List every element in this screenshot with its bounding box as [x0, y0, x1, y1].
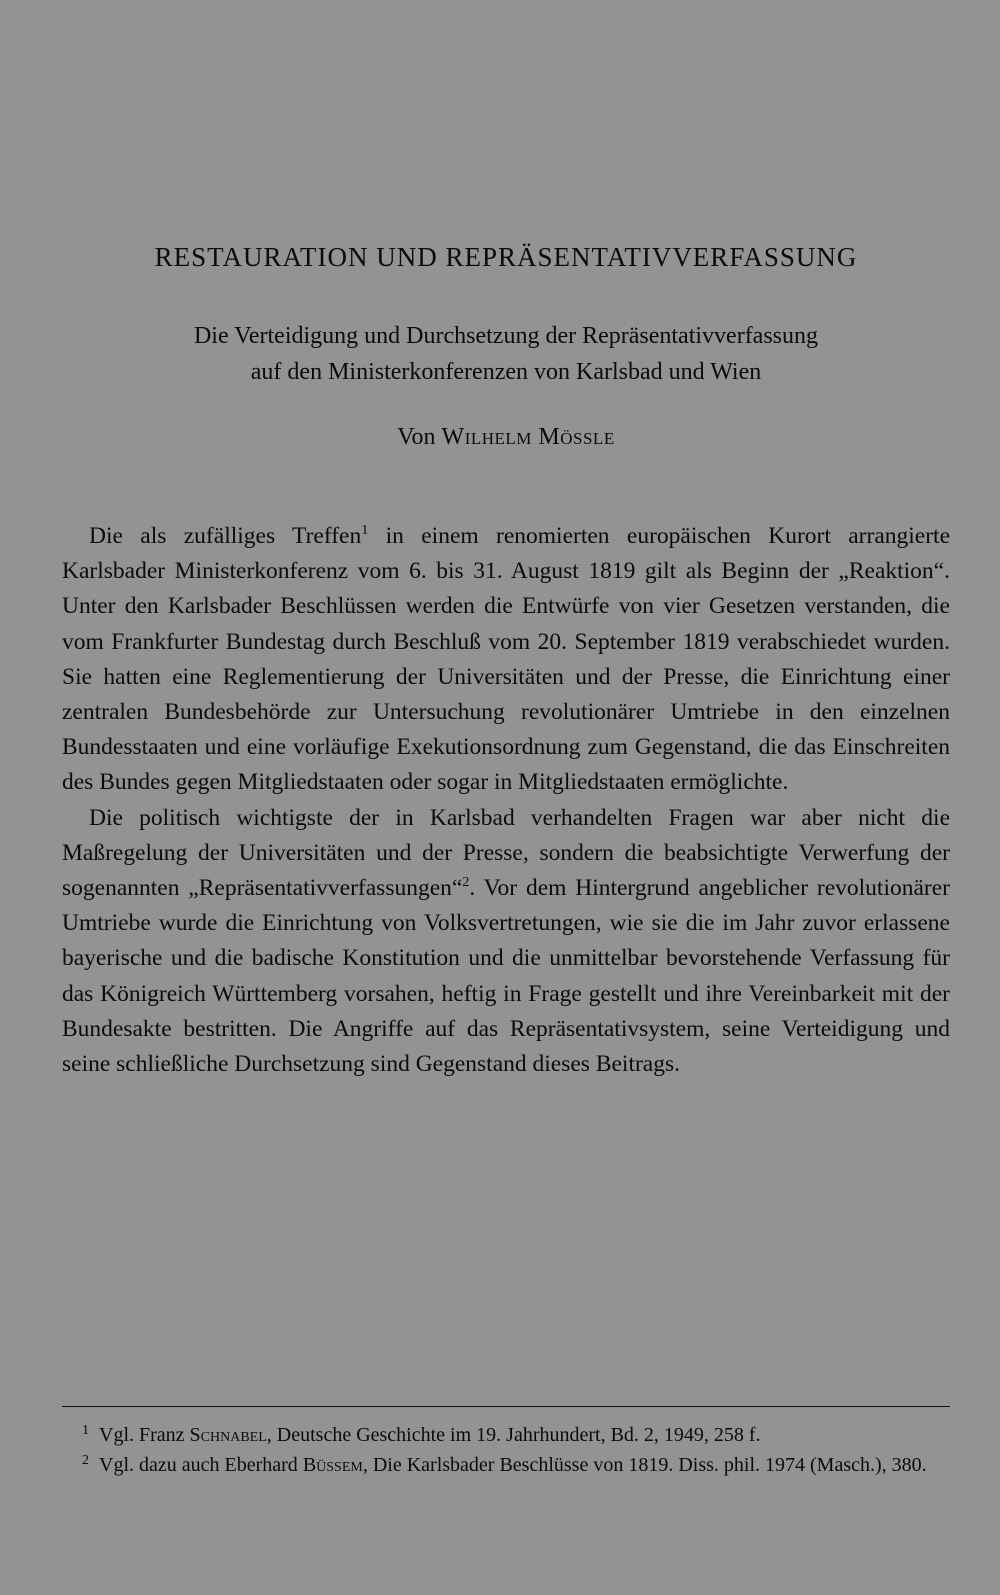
footnote-1 — [62, 1420, 950, 1450]
author-prefix: Von — [397, 424, 442, 450]
author-line — [62, 424, 950, 451]
footnote-1-pre: Vgl. Franz — [99, 1424, 190, 1446]
footnote-ref-1[interactable]: 1 — [361, 523, 369, 538]
subtitle-line-2: auf den Ministerkonferenzen von Karlsbad und Wien — [250, 359, 762, 385]
author-name: Wilhelm Mössle — [441, 424, 615, 450]
footnotes — [62, 1420, 950, 1480]
article-subtitle — [62, 318, 950, 390]
footnote-1-author: Schnabel — [189, 1424, 267, 1446]
paragraph-2-text-a: Die politisch wichtigste der in Karlsbad verhandelten Fragen war aber nicht die Maßregelung der Universitäten und der Presse, sondern die beabsichtigte Verwerfung der sogenannten „Repräsentativverfassungen“ — [62, 804, 950, 902]
footnote-2 — [62, 1450, 950, 1480]
paragraph-1-text-a: Die als zufälliges Treffen — [89, 523, 362, 549]
subtitle-line-1: Die Verteidigung und Durchsetzung der Repräsentativverfassung — [193, 323, 819, 349]
footnote-divider — [62, 1406, 950, 1407]
footnote-2-pre: Vgl. dazu auch Eberhard — [99, 1454, 303, 1476]
paragraph-1-text-b: in einem renomierten europäischen Kurort arrangierte Karlsbader Ministerkonferenz vom 6. bis 31. August 1819 gilt als Beginn der „Reaktion“. Unter den Karlsbader Beschlüssen werden die Entwürfe von vier Gesetzen verstanden, die vom Frankfurter Bundestag durch Beschluß vom 20. September 1819 verabschiedet wurden. Sie hatten eine Reglementierung der Universitäten und der Presse, die Einrichtung einer zentralen Bundesbehörde zur Untersuchung revolutionärer Umtriebe in den einzelnen Bundesstaaten und eine vorläufige Exekutionsordnung zum Gegenstand, die das Einschreiten des Bundes gegen Mitgliedstaaten oder sogar in Mitgliedstaaten ermöglichte. — [62, 523, 950, 796]
footnote-ref-2[interactable]: 2 — [462, 875, 470, 891]
paragraph-2 — [62, 801, 950, 1083]
article-body — [62, 519, 950, 1082]
footnote-1-post: , Deutsche Geschichte im 19. Jahrhundert, Bd. 2, 1949, 258 f. — [266, 1424, 761, 1446]
footnote-1-mark: 1 — [82, 1423, 89, 1438]
footnote-2-post: , Die Karlsbader Beschlüsse von 1819. Diss. phil. 1974 (Masch.), 380. — [362, 1454, 927, 1476]
footnote-2-author: Büssem — [302, 1454, 363, 1476]
article-title: RESTAURATION UND REPRÄSENTATIVVERFASSUNG — [154, 242, 858, 272]
paragraph-2-text-b: . Vor dem Hintergrund angeblicher revolutionärer Umtriebe wurde die Einrichtung von Volksvertretungen, wie sie die im Jahr zuvor erlassene bayerische und die badische Konstitution und die unmittelbar bevorstehende Verfassung für das Königreich Württemberg vorsahen, heftig in Frage gestellt und ihre Vereinbarkeit mit der Bundesakte bestritten. Die Angriffe auf das Repräsentativsystem, seine Verteidigung und seine schließliche Durchsetzung sind Gegenstand dieses Beitrags. — [62, 875, 951, 1078]
footnote-2-mark: 2 — [82, 1453, 89, 1468]
paragraph-1 — [62, 519, 950, 801]
document-page — [62, 0, 950, 1595]
